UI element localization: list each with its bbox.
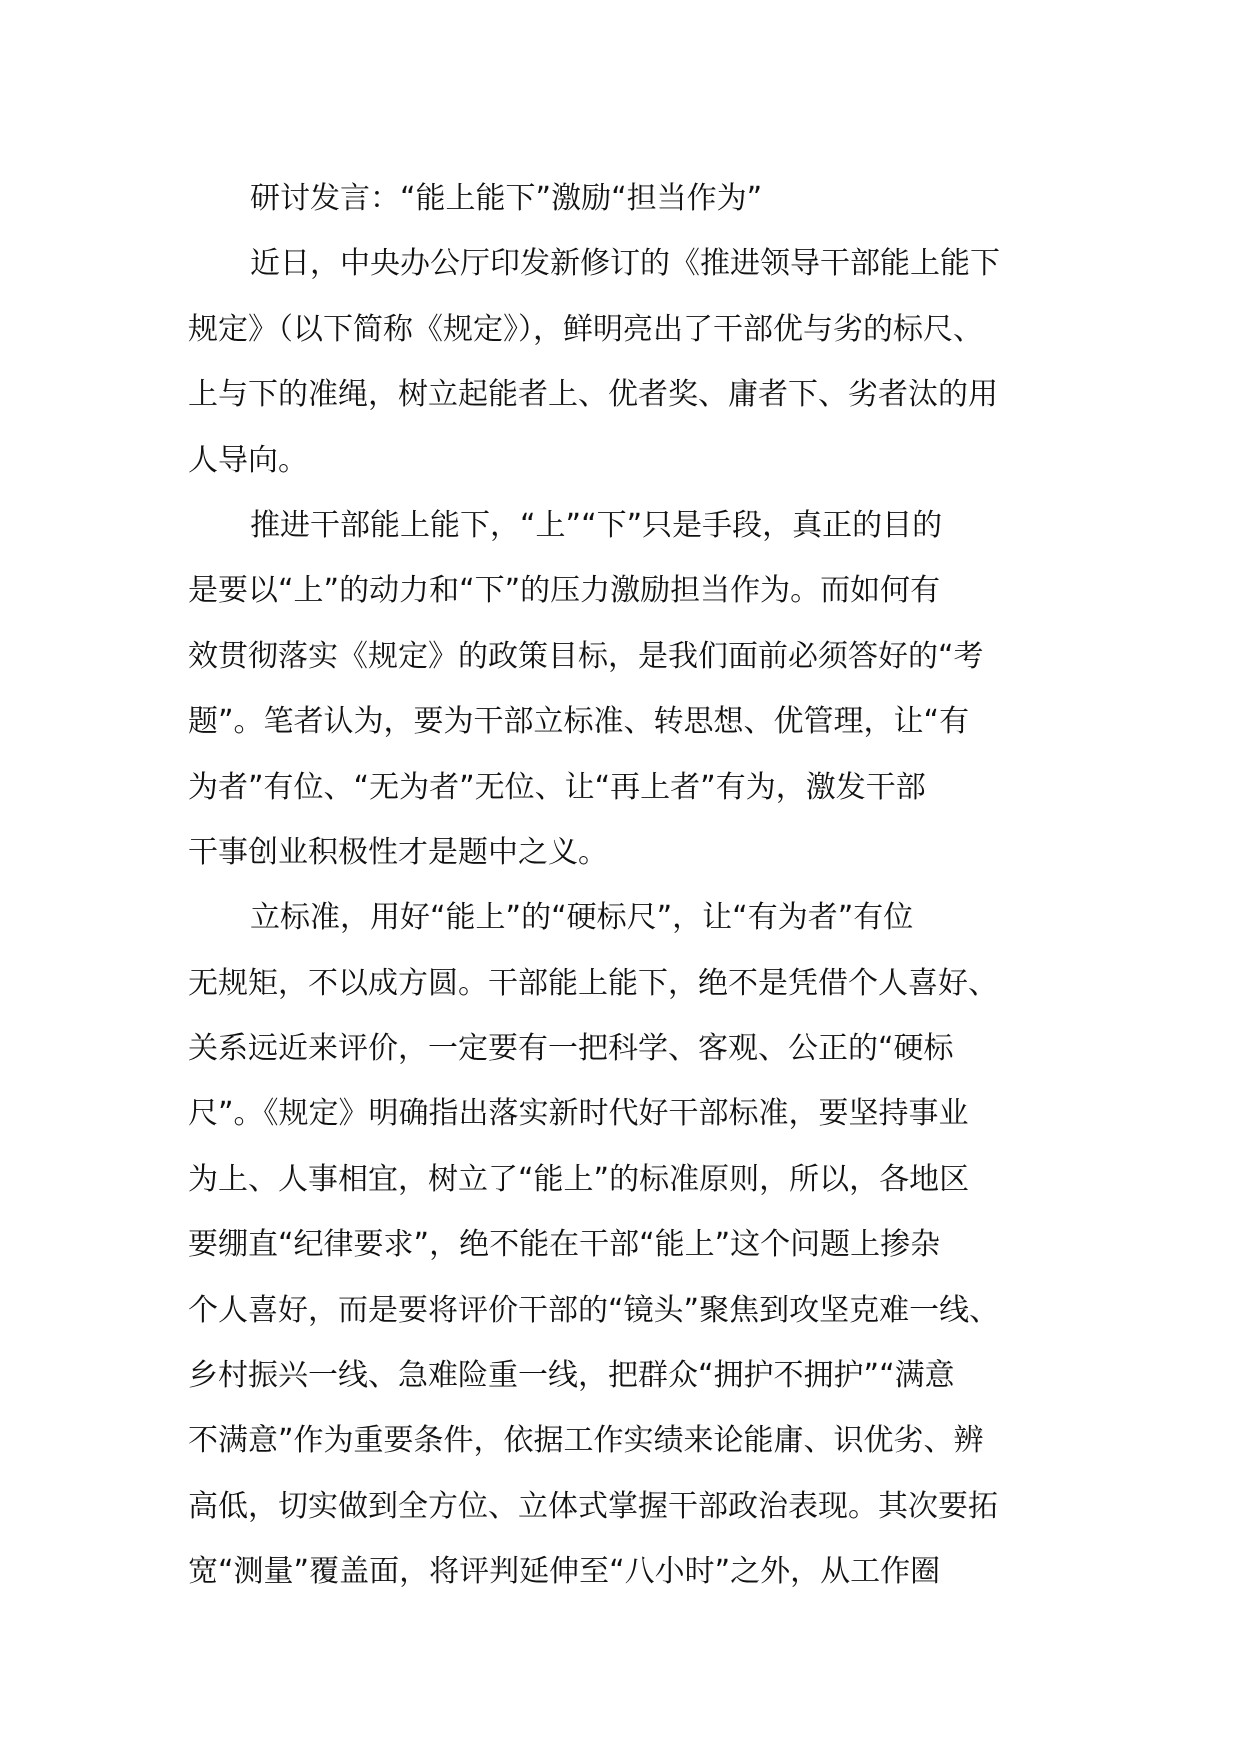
paragraph-line: 高低，切实做到全方位、立体式掌握干部政治表现。其次要拓 bbox=[188, 1488, 998, 1524]
paragraph-line: 要绷直“纪律要求”，绝不能在干部“能上”这个问题上掺杂 bbox=[188, 1227, 941, 1263]
paragraph-line: 是要以“上”的动力和“下”的压力激励担当作为。而如何有 bbox=[188, 573, 941, 609]
paragraph-line: 上与下的准绳，树立起能者上、优者奖、庸者下、劣者汰的用 bbox=[188, 377, 998, 413]
paragraph-line: 乡村振兴一线、急难险重一线，把群众“拥护不拥护”“满意 bbox=[188, 1358, 955, 1394]
paragraph-line: 为者”有位、“无为者”无位、让“再上者”有为，激发干部 bbox=[188, 769, 926, 805]
paragraph-line: 干事创业积极性才是题中之义。 bbox=[188, 834, 608, 870]
document-title: 研讨发言：“能上能下”激励“担当作为” bbox=[250, 181, 763, 216]
paragraph-line: 人导向。 bbox=[188, 442, 308, 478]
paragraph-line: 关系远近来评价，一定要有一把科学、客观、公正的“硬标 bbox=[188, 1031, 954, 1067]
paragraph-line: 不满意”作为重要条件，依据工作实绩来论能庸、识优劣、辨 bbox=[188, 1423, 984, 1459]
paragraph-line: 无规矩，不以成方圆。干部能上能下，绝不是凭借个人喜好、 bbox=[188, 965, 998, 1001]
paragraph-2 bbox=[188, 493, 1088, 885]
paragraph-line: 效贯彻落实《规定》的政策目标，是我们面前必须答好的“考 bbox=[188, 638, 984, 674]
paragraph-line: 题”。笔者认为，要为干部立标准、转思想、优管理，让“有 bbox=[188, 704, 970, 740]
document-body bbox=[188, 166, 1088, 1605]
paragraph-line: 宽“测量”覆盖面，将评判延伸至“八小时”之外，从工作圈 bbox=[188, 1554, 941, 1590]
paragraph-line: 规定》（以下简称《规定》），鲜明亮出了干部优与劣的标尺、 bbox=[188, 311, 983, 347]
paragraph-line: 推进干部能上能下，“上”“下”只是手段，真正的目的 bbox=[250, 507, 943, 543]
paragraph-1 bbox=[188, 231, 1088, 493]
paragraph-line: 立标准，用好“能上”的“硬标尺”，让“有为者”有位 bbox=[250, 900, 914, 936]
paragraph-line: 为上、人事相宜，树立了“能上”的标准原则，所以，各地区 bbox=[188, 1161, 970, 1197]
paragraph-line: 近日，中央办公厅印发新修订的《推进领导干部能上能下 bbox=[250, 246, 1000, 282]
paragraph-line: 个人喜好，而是要将评价干部的“镜头”聚焦到攻坚克难一线、 bbox=[188, 1292, 1000, 1328]
paragraph-line: 尺”。《规定》明确指出落实新时代好干部标准，要坚持事业 bbox=[188, 1096, 969, 1132]
paragraph-3 bbox=[188, 885, 1088, 1604]
